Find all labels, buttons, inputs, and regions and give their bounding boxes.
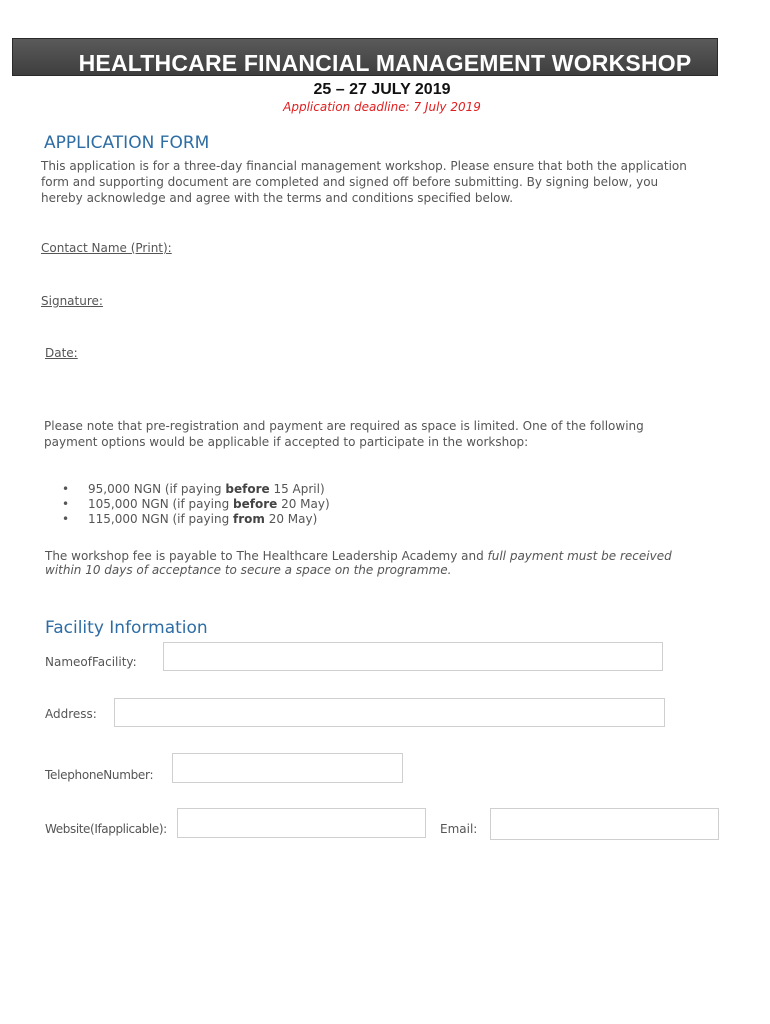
facility-name-label: NameofFacility: [45, 655, 137, 669]
intro-line: hereby acknowledge and agree with the terms and conditions specified below. [41, 191, 514, 205]
fee-text: The workshop fee is payable to The Healthcare Leadership Academy and [45, 549, 488, 563]
application-deadline: Application deadline: 7 July 2019 [283, 100, 481, 114]
fee-statement [45, 549, 672, 577]
website-field[interactable] [177, 808, 426, 838]
facility-heading: Facility Information [45, 618, 208, 638]
telephone-label: TelephoneNumber: [45, 768, 154, 782]
payment-note [44, 418, 644, 450]
date-label: Date: [45, 346, 78, 360]
payment-note-line: payment options would be applicable if accepted to participate in the workshop: [44, 435, 529, 449]
fee-emphasis: full payment must be received [487, 549, 672, 563]
payment-options-list [62, 482, 330, 527]
payment-option: • 115,000 NGN (if paying from 20 May) [62, 512, 330, 527]
telephone-field[interactable] [172, 753, 403, 783]
address-field[interactable] [114, 698, 665, 727]
signature-label: Signature: [41, 294, 103, 308]
email-label: Email: [440, 822, 478, 836]
website-label: Website(Ifapplicable): [45, 822, 167, 836]
payment-option: • 95,000 NGN (if paying before 15 April) [62, 482, 330, 497]
payment-note-line: Please note that pre-registration and payment are required as space is limited. One of the following [44, 419, 644, 433]
workshop-title: HEALTHCARE FINANCIAL MANAGEMENT WORKSHOP [78, 50, 692, 76]
application-form-heading: APPLICATION FORM [44, 133, 210, 153]
application-intro [41, 158, 687, 206]
workshop-dates: 25 – 27 JULY 2019 [313, 81, 451, 98]
payment-option: • 105,000 NGN (if paying before 20 May) [62, 497, 330, 512]
email-field[interactable] [490, 808, 719, 840]
intro-line: form and supporting document are completed and signed off before submitting. By signing below, you [41, 175, 659, 189]
intro-line: This application is for a three-day financial management workshop. Please ensure that both the application [41, 159, 687, 173]
address-label: Address: [45, 707, 97, 721]
fee-emphasis: within 10 days of acceptance to secure a space on the programme. [45, 563, 452, 577]
facility-name-field[interactable] [163, 642, 663, 671]
contact-name-label: Contact Name (Print): [41, 241, 172, 255]
